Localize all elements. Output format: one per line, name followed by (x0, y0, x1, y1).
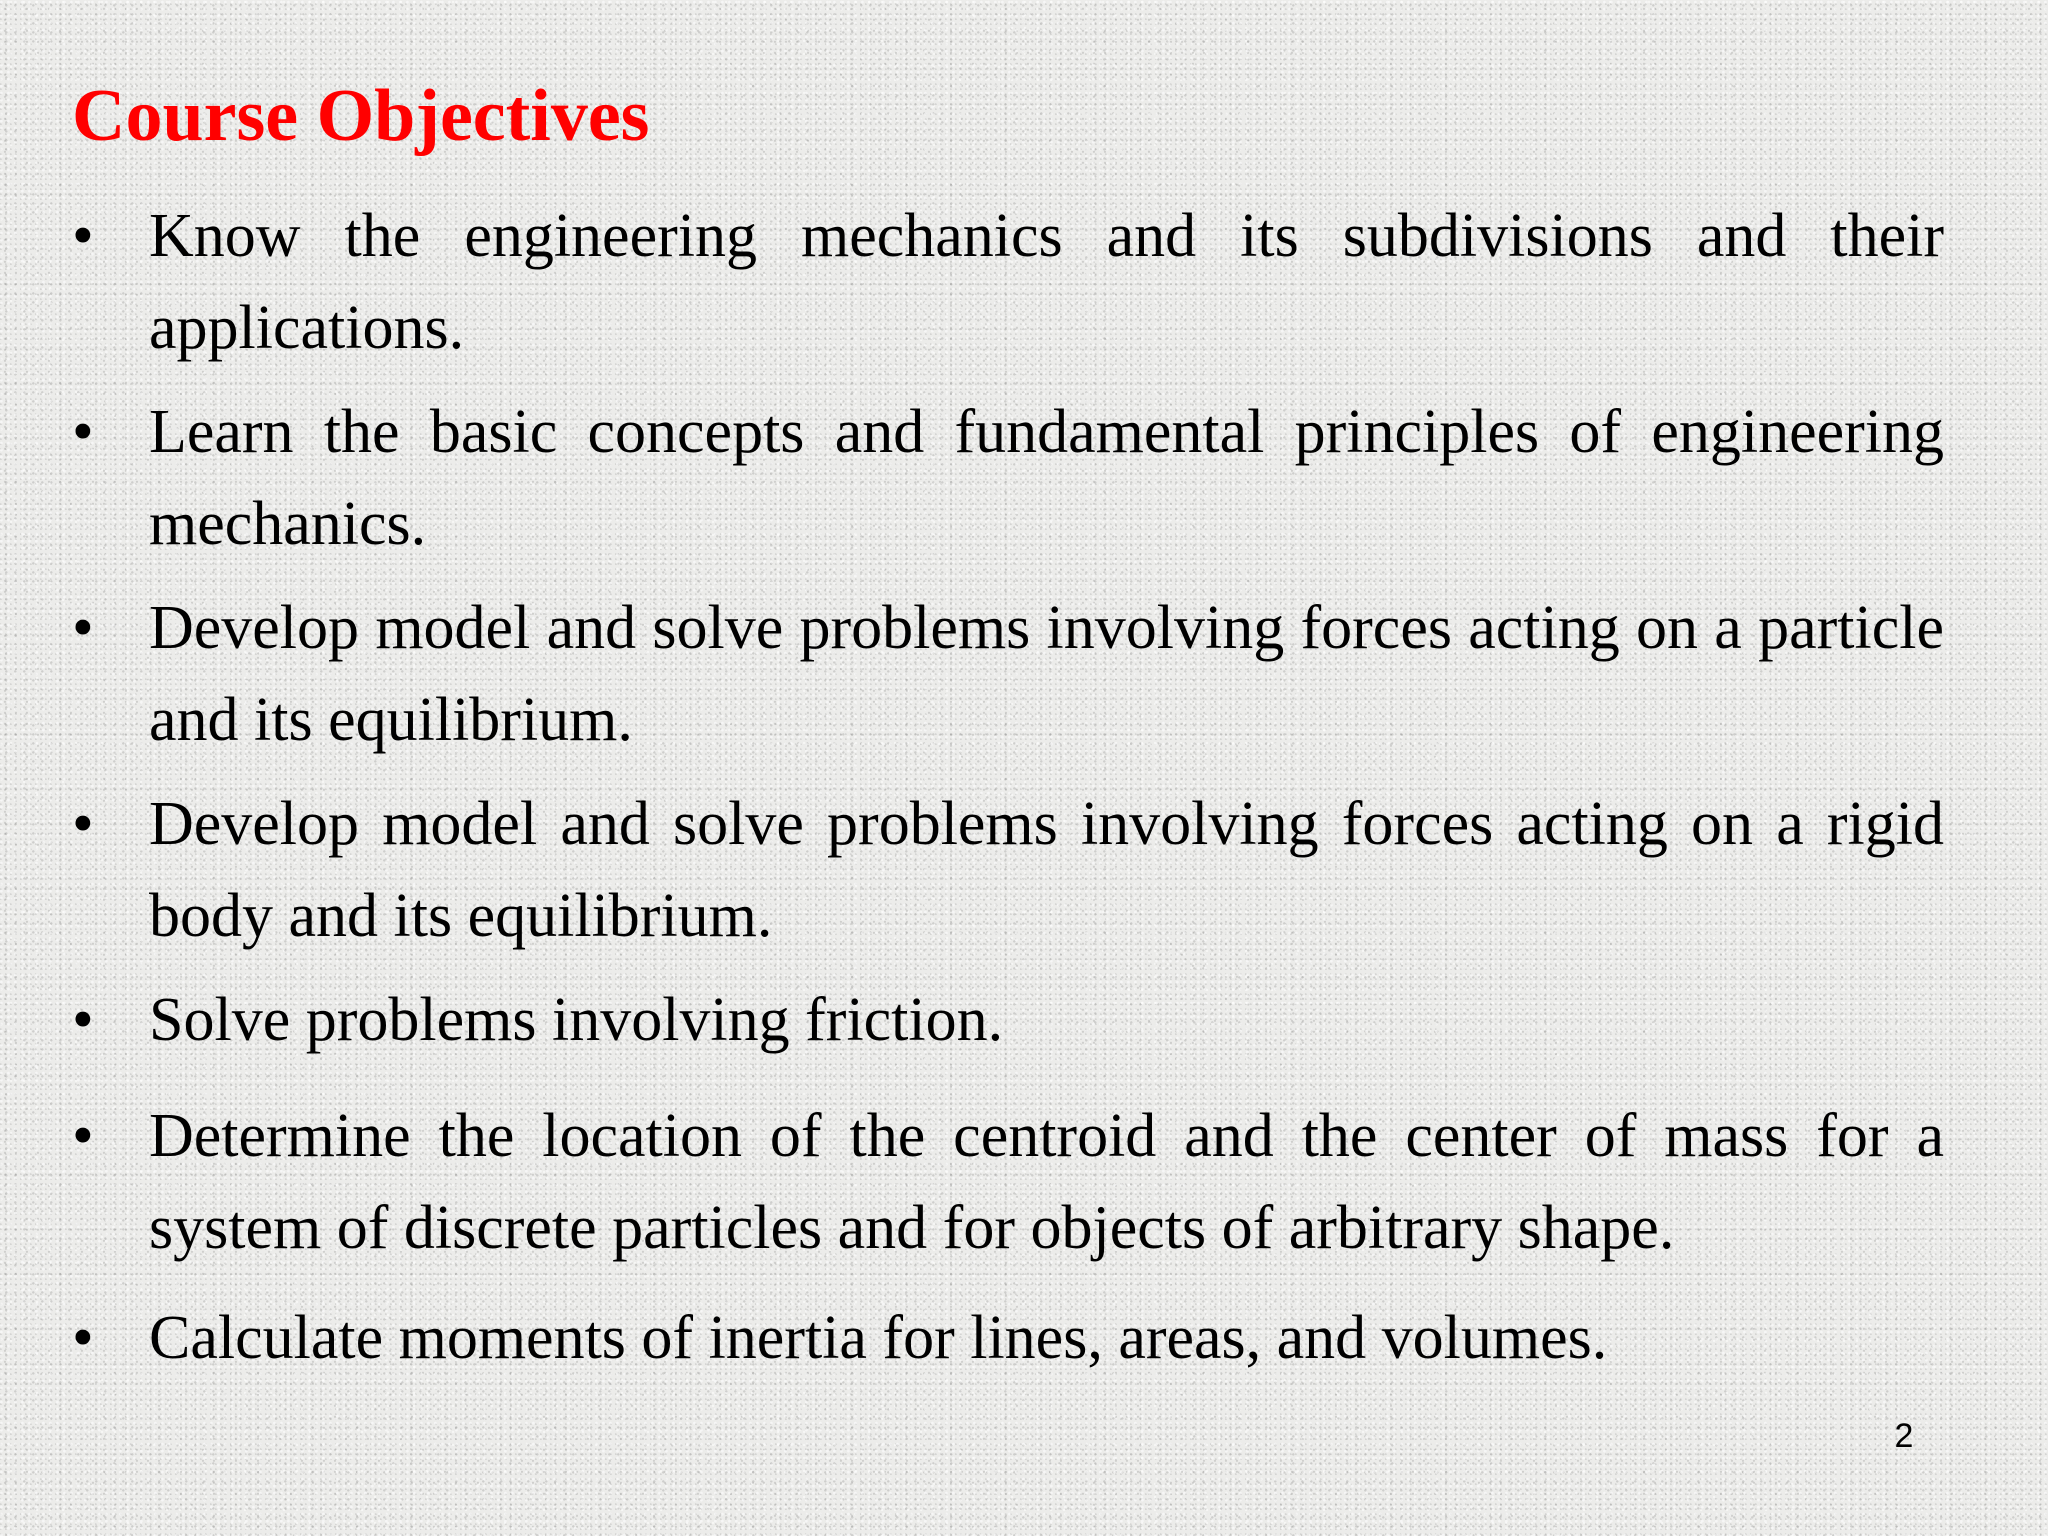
bullet-icon: • (72, 790, 94, 858)
page-number: 2 (1894, 1417, 1914, 1455)
objective-item (72, 386, 1944, 570)
bullet-icon: • (72, 202, 94, 270)
bullet-icon: • (72, 594, 94, 662)
bullet-icon: • (72, 986, 94, 1054)
objective-text: Develop model and solve problems involving forces acting on a rigid body and its equilibrium. (149, 790, 1944, 950)
objective-text: Learn the basic concepts and fundamental principles of engineering mechanics. (149, 398, 1944, 558)
objective-text: Determine the location of the centroid and the center of mass for a system of discrete particles and for objects of arbitrary shape. (149, 1102, 1944, 1262)
objective-item (72, 974, 1944, 1066)
objective-item (72, 1292, 1944, 1384)
objective-item (72, 778, 1944, 962)
bullet-icon: • (72, 1304, 94, 1372)
objective-text: Solve problems involving friction. (149, 986, 1004, 1054)
objectives-list (72, 190, 1944, 1396)
objective-item (72, 1090, 1944, 1274)
bullet-icon: • (72, 1102, 94, 1170)
bullet-icon: • (72, 398, 94, 466)
objective-text: Calculate moments of inertia for lines, areas, and volumes. (149, 1304, 1608, 1372)
objective-text: Develop model and solve problems involving forces acting on a particle and its equilibrium. (149, 594, 1944, 754)
objective-text: Know the engineering mechanics and its subdivisions and their applications. (149, 202, 1944, 362)
objective-item (72, 190, 1944, 374)
slide-title: Course Objectives (72, 75, 650, 157)
objective-item (72, 582, 1944, 766)
